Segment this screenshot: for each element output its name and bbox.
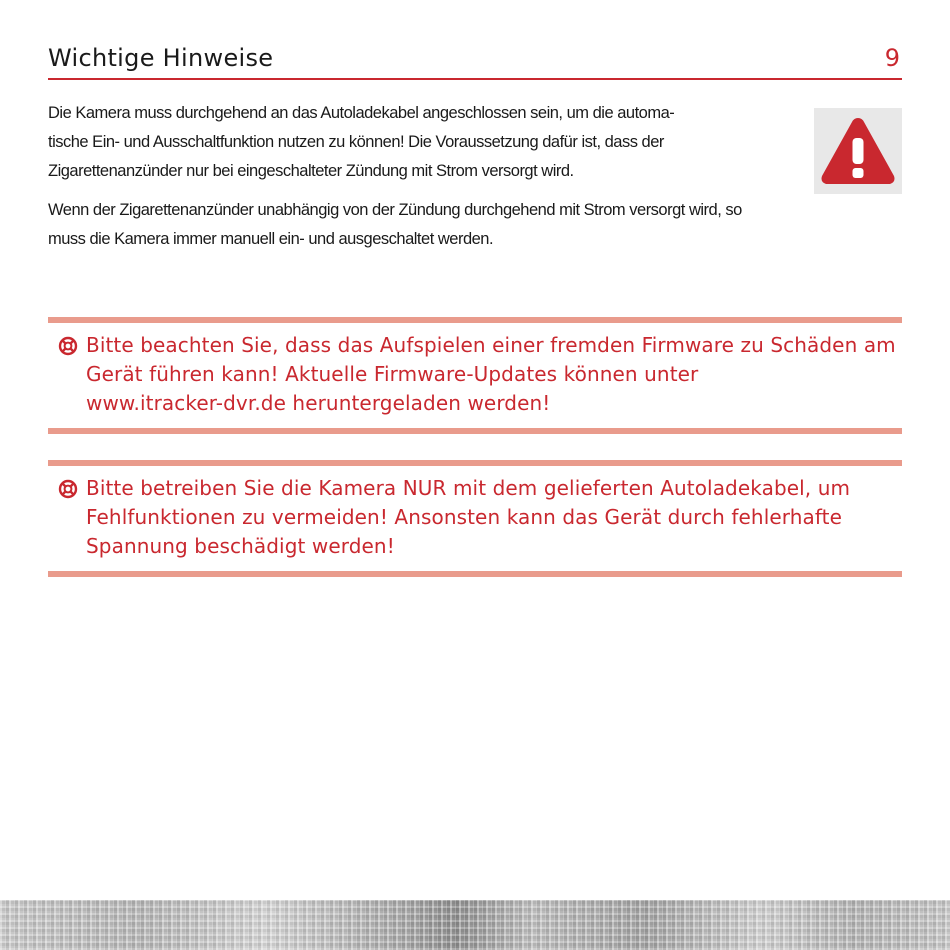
notice-bottom-rule [48, 428, 902, 434]
page-title: Wichtige Hinweise [48, 44, 274, 72]
intro-paragraph: Die Kamera muss durchgehend an das Autoladekabel angeschlossen sein, um die automa- tische Ein- und Ausschaltfunktion nutzen zu können! Die Voraussetzung dafür ist, dass der Zigarettenanzünder nur bei eingeschalteter Zündung mit Strom versorgt wird. [48, 104, 675, 180]
warning-panel [814, 108, 902, 194]
notice-body [48, 466, 902, 571]
warning-triangle-icon [818, 114, 898, 188]
page-number: 9 [884, 44, 900, 72]
notice-body [48, 323, 902, 428]
lifebuoy-icon [58, 336, 78, 356]
header-divider [48, 78, 902, 80]
notice-block [48, 317, 902, 434]
notice-bottom-rule [48, 571, 902, 577]
notice-block [48, 460, 902, 577]
second-paragraph: Wenn der Zigarettenanzünder unabhängig von der Zündung durchgehend mit Strom versorgt wird, so muss die Kamera immer manuell ein- und ausgeschaltet werden. [48, 201, 742, 248]
footer-texture-band [0, 900, 950, 950]
lifebuoy-icon [58, 479, 78, 499]
page-header [48, 44, 902, 80]
notice-text: Bitte betreiben Sie die Kamera NUR mit dem gelieferten Autoladekabel, um Fehlfunktionen zu vermeiden! Ansonsten kann das Gerät durch fehlerhafte Spannung beschädigt werden! [86, 476, 851, 558]
notice-text: Bitte beachten Sie, dass das Aufspielen einer fremden Firmware zu Schäden am Gerät führen kann! Aktuelle Firmware-Updates können unter www.itracker-dvr.de heruntergeladen werden! [86, 333, 896, 415]
